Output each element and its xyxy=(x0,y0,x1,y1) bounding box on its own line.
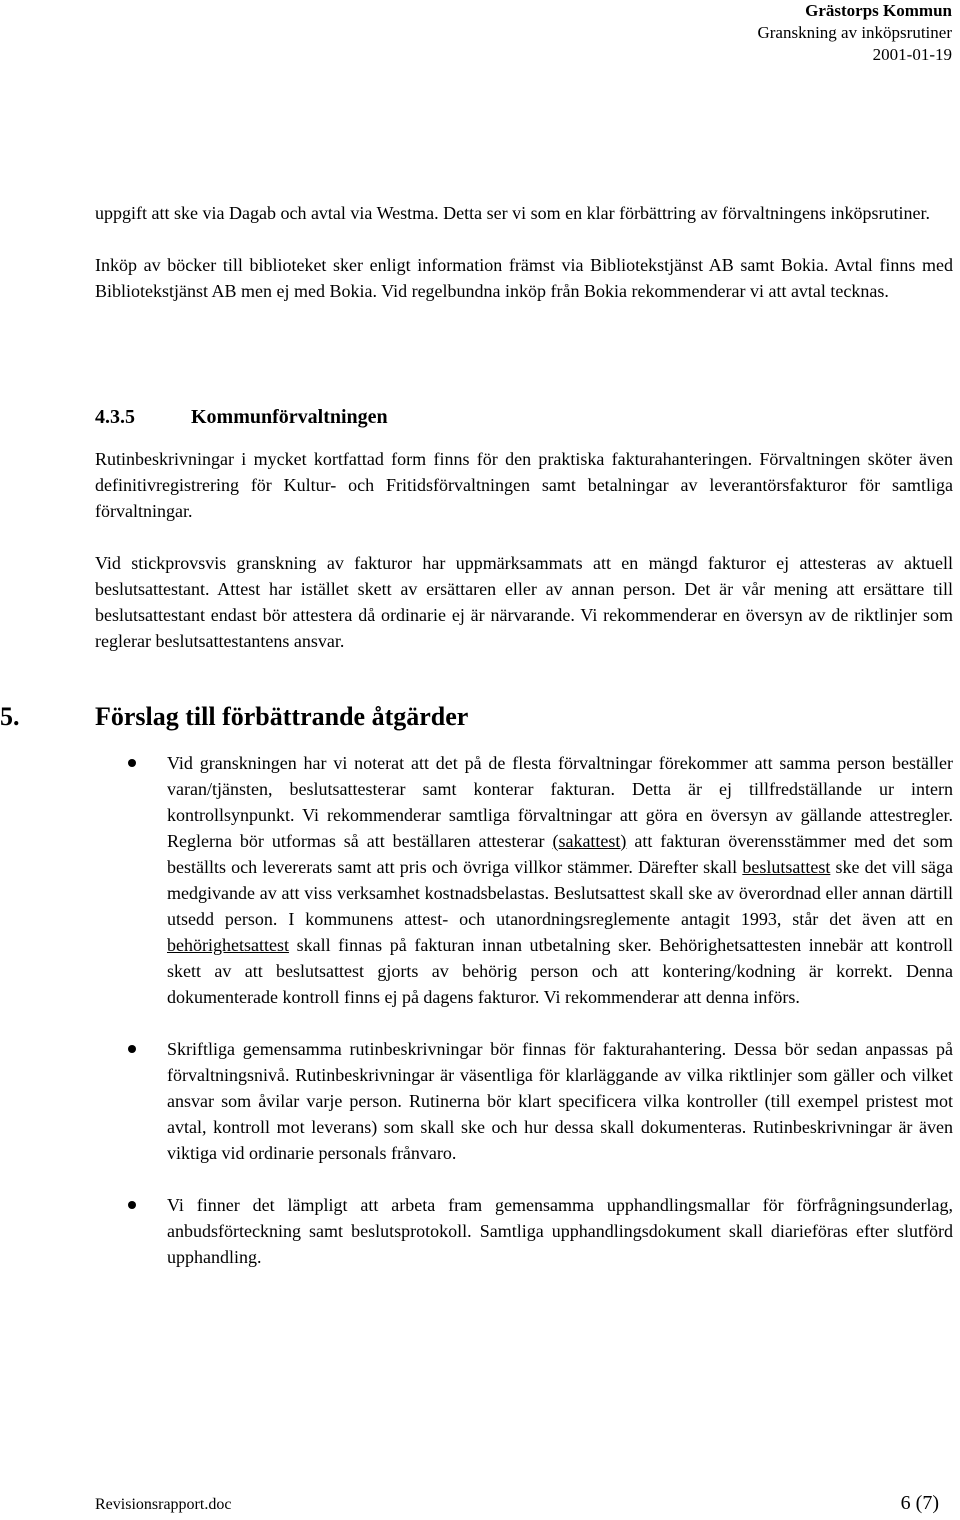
list-item-text: Vid granskningen har vi noterat att det på de flesta förvaltningar förekommer att samma person beställer varan/tjänsten, beslutsattesterar samt konterar fakturan. Detta är ej tillfredställande ur intern kontrollsynpunkt. Vi rekommenderar samtliga förvaltningar att göra en översyn av gällande attestregler. Reglerna bör utformas så att beställaren attesterar (sakattest) att fakturan överensstämmer med det som beställts och levererats samt att pris och övriga villkor stämmer. Därefter skall beslutsattest ske det vill säga medgivande av att viss verksamhet kostnadsbelastas. Beslutsattest skall ske av överordnad eller annan därtill utsedd person. I kommunens attest- och utanordningsreglemente antagit 1993, står det även att en behörighetsattest skall finnas på fakturan innan utbetalning sker. Behörighetsattesten innebär att kontroll skett av att beslutsattest gjorts av behörig person och att kontering/kodning är korrekt. Denna dokumenterade kontroll finns ej på dagens fakturor. Vi rekommenderar att denna införs. xyxy=(167,753,953,1007)
intro-paragraph-1: uppgift att ske via Dagab och avtal via Westma. Detta ser vi som en klar förbättring av förvaltningens inköpsrutiner. xyxy=(95,203,930,223)
recommendation-list xyxy=(95,750,953,1296)
list-item xyxy=(95,1036,953,1166)
intro-section xyxy=(95,200,953,304)
bullet-icon xyxy=(128,759,136,767)
header-organization: Grästorps Kommun xyxy=(805,1,952,20)
header-document-title: Granskning av inköpsrutiner xyxy=(757,23,952,42)
term-behorighetsattest: behörighetsattest xyxy=(167,935,289,955)
section-title: Kommunförvaltningen xyxy=(191,406,388,428)
section-4-3-5-heading xyxy=(95,406,953,429)
intro-paragraph-2: Inköp av böcker till biblioteket sker enligt information främst via Bibliotekstjänst AB samt Bokia. Avtal finns med Bibliotekstjänst AB men ej med Bokia. Vid regelbundna inköp från Bokia rekommenderar vi att avtal tecknas. xyxy=(95,255,953,301)
section-4-3-5-paragraph-2: Vid stickprovsvis granskning av fakturor har uppmärksammats att en mängd fakturor ej attesteras av aktuell beslutsattestant. Attest har istället skett av ersättaren eller av annan person. Det är vår mening att ersättare till beslutsattestant endast bör attestera då ordinarie ej är närvarande. Vi rekommenderar en översyn av de riktlinjer som reglerar beslutsattestantens ansvar. xyxy=(95,553,953,651)
header-date: 2001-01-19 xyxy=(872,45,952,64)
bullet-icon xyxy=(128,1201,136,1209)
list-item-text: Vi finner det lämpligt att arbeta fram gemensamma upphandlingsmallar för förfrågningsunderlag, anbudsförteckning samt beslutsprotokoll. Samtliga upphandlingsdokument skall diarieföras efter slutförd upphandling. xyxy=(167,1195,953,1267)
list-item xyxy=(95,1192,953,1270)
section-number: 5. xyxy=(0,702,20,731)
section-4-3-5-body xyxy=(95,446,953,654)
footer-filename: Revisionsrapport.doc xyxy=(95,1496,232,1513)
section-title: Förslag till förbättrande åtgärder xyxy=(95,702,469,731)
list-item xyxy=(95,750,953,1010)
page-header xyxy=(757,0,952,66)
section-4-3-5-paragraph-1: Rutinbeskrivningar i mycket kortfattad form finns för den praktiska fakturahanteringen. Förvaltningen sköter även definitivregistrering för Kultur- och Fritidsförvaltningen samt betalningar av leverantörsfakturor för samtliga förvaltningar. xyxy=(95,449,953,521)
term-sakattest: (sakattest) xyxy=(552,831,627,851)
footer-page-number: 6 (7) xyxy=(900,1492,939,1514)
term-beslutsattest: beslutsattest xyxy=(742,857,831,877)
section-number: 4.3.5 xyxy=(95,406,135,428)
bullet-icon xyxy=(128,1045,136,1053)
section-5-heading xyxy=(0,702,960,732)
list-item-text: Skriftliga gemensamma rutinbeskrivningar bör finnas för fakturahantering. Dessa bör sedan anpassas på förvaltningsnivå. Rutinbeskrivningar är väsentliga för klarläggande av vilka riktlinjer som gäller och vilket ansvar som åvilar varje person. Rutinerna bör klart specificera vilka kontroller (till exempel pristest mot avtal, kontroll mot leverans) som skall ske och hur dessa skall dokumenteras. Rutinbeskrivningar är även viktiga vid ordinarie personals frånvaro. xyxy=(167,1039,953,1163)
